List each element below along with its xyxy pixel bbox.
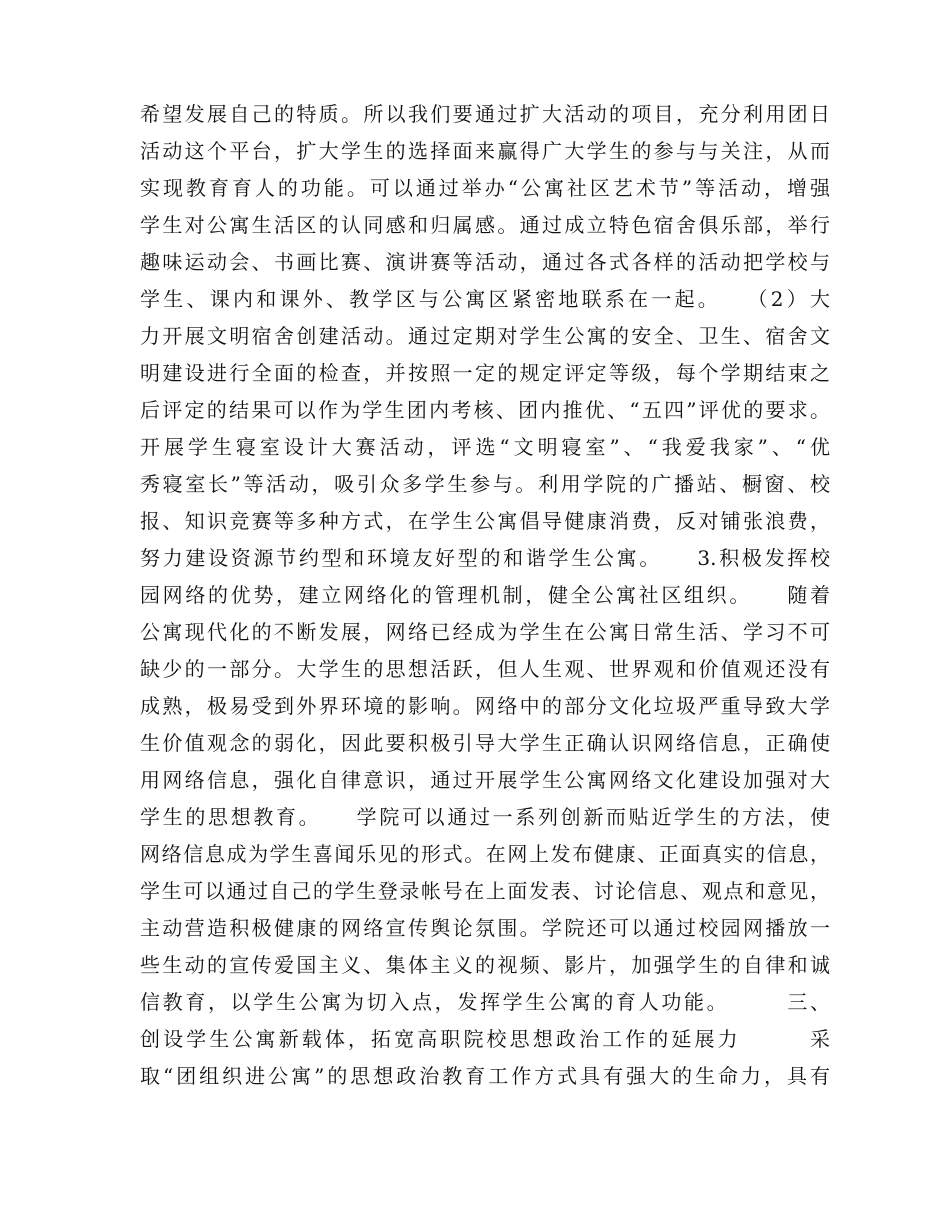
text-line: 用网络信息，强化自律意识，通过开展学生公寓网络文化建设加强对大 (140, 768, 830, 792)
text-line: 学生、课内和课外、教学区与公寓区紧密地联系在一起。 （2）大 (140, 287, 830, 311)
text-line: 成熟，极易受到外界环境的影响。网络中的部分文化垃圾严重导致大学 (140, 694, 830, 718)
text-line: 园网络的优势，建立网络化的管理机制，健全公寓社区组织。 随着 (140, 583, 830, 607)
text-line: 开展学生寝室设计大赛活动，评选“文明寝室”、“我爱我家”、“优 (140, 435, 830, 459)
text-line: 明建设进行全面的检查，并按照一定的规定评定等级，每个学期结束之 (140, 361, 830, 385)
text-line: 学生的思想教育。 学院可以通过一系列创新而贴近学生的方法，使 (140, 805, 830, 829)
text-line: 创设学生公寓新载体，拓宽高职院校思想政治工作的延展力 采 (140, 1027, 830, 1051)
text-line: 公寓现代化的不断发展，网络已经成为学生在公寓日常生活、学习不可 (140, 620, 830, 644)
text-line: 后评定的结果可以作为学生团内考核、团内推优、“五四”评优的要求。 (140, 398, 830, 422)
text-line: 希望发展自己的特质。所以我们要通过扩大活动的项目，充分利用团日 (140, 102, 830, 126)
text-line: 生价值观念的弱化，因此要积极引导大学生正确认识网络信息，正确使 (140, 731, 830, 755)
text-line: 网络信息成为学生喜闻乐见的形式。在网上发布健康、正面真实的信息， (140, 842, 830, 866)
text-line: 趣味运动会、书画比赛、演讲赛等活动，通过各式各样的活动把学校与 (140, 250, 830, 274)
body-text (140, 96, 830, 1095)
text-line: 报、知识竞赛等多种方式，在学生公寓倡导健康消费，反对铺张浪费， (140, 509, 830, 533)
text-line: 主动营造积极健康的网络宣传舆论氛围。学院还可以通过校园网播放一 (140, 916, 830, 940)
text-line: 努力建设资源节约型和环境友好型的和谐学生公寓。 3.积极发挥校 (140, 546, 830, 570)
text-line: 些生动的宣传爱国主义、集体主义的视频、影片，加强学生的自律和诚 (140, 953, 830, 977)
text-line: 信教育，以学生公寓为切入点，发挥学生公寓的育人功能。 三、 (140, 990, 830, 1014)
text-line: 缺少的一部分。大学生的思想活跃，但人生观、世界观和价值观还没有 (140, 657, 830, 681)
text-line: 实现教育育人的功能。可以通过举办“公寓社区艺术节”等活动，增强 (140, 176, 830, 200)
text-line: 取“团组织进公寓”的思想政治教育工作方式具有强大的生命力，具有 (140, 1064, 830, 1088)
text-line: 力开展文明宿舍创建活动。通过定期对学生公寓的安全、卫生、宿舍文 (140, 324, 830, 348)
text-line: 学生对公寓生活区的认同感和归属感。通过成立特色宿舍俱乐部，举行 (140, 213, 830, 237)
text-line: 秀寝室长”等活动，吸引众多学生参与。利用学院的广播站、橱窗、校 (140, 472, 830, 496)
text-line: 活动这个平台，扩大学生的选择面来赢得广大学生的参与与关注，从而 (140, 139, 830, 163)
text-line: 学生可以通过自己的学生登录帐号在上面发表、讨论信息、观点和意见， (140, 879, 830, 903)
